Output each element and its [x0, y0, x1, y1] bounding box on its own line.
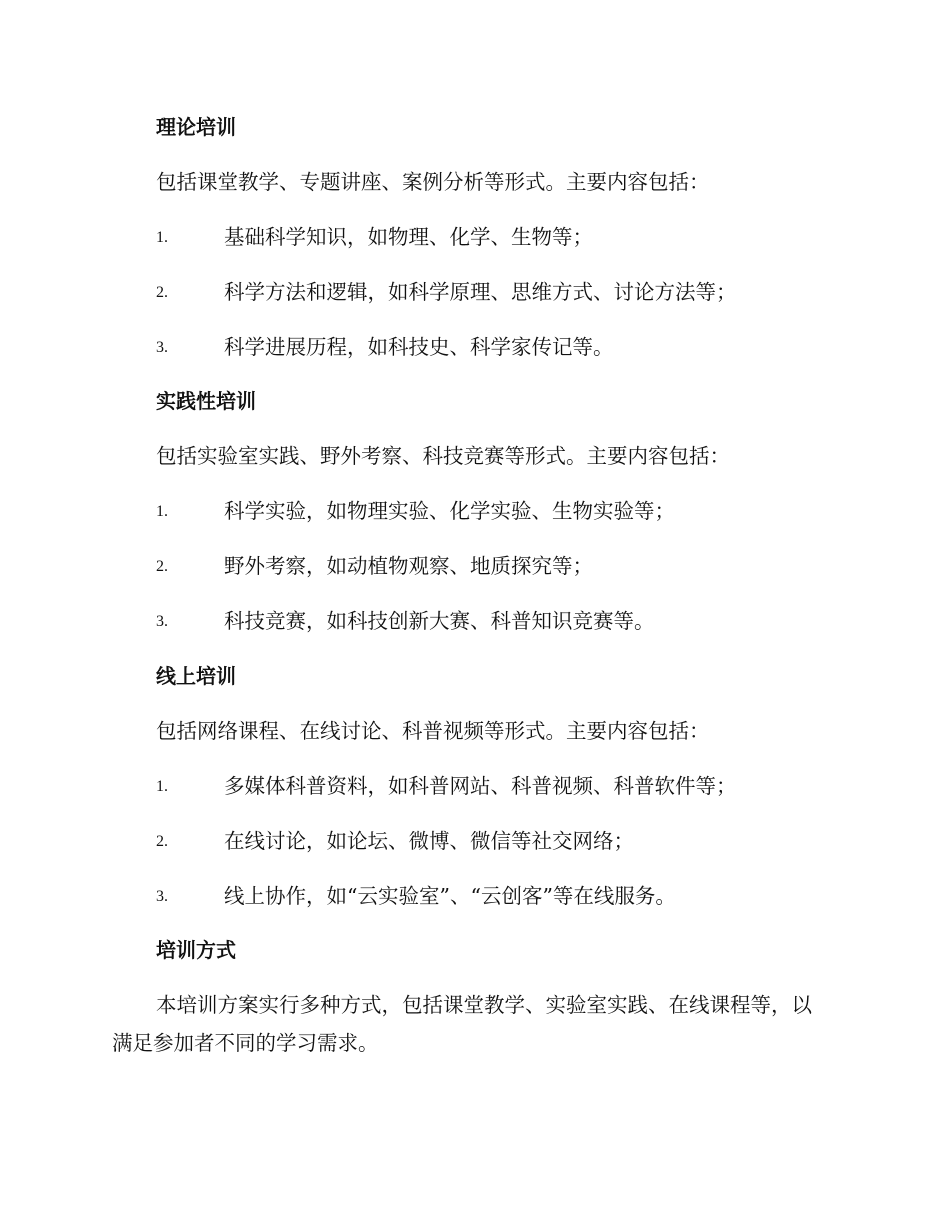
- list-number: 1.: [156, 778, 168, 795]
- list-text: 线上协作，如“云实验室”、“云创客”等在线服务。: [224, 884, 676, 908]
- list-number: 3.: [156, 888, 168, 905]
- method-paragraph: 本培训方案实行多种方式，包括课堂教学、实验室实践、在线课程等，以满足参加者不同的学习需求。: [112, 993, 812, 1055]
- section-heading-theory: 理论培训: [156, 115, 236, 139]
- list-number: 1.: [156, 503, 168, 520]
- list-text: 基础科学知识，如物理、化学、生物等；: [224, 225, 593, 249]
- list-number: 2.: [156, 284, 168, 301]
- list-text: 科学方法和逻辑，如科学原理、思维方式、讨论方法等；: [224, 280, 737, 304]
- list-text: 科技竞赛，如科技创新大赛、科普知识竞赛等。: [224, 609, 655, 633]
- list-number: 3.: [156, 613, 168, 630]
- section-heading-online: 线上培训: [156, 664, 236, 688]
- list-text: 多媒体科普资料，如科普网站、科普视频、科普软件等；: [224, 774, 737, 798]
- list-text: 科学进展历程，如科技史、科学家传记等。: [224, 335, 614, 359]
- list-number: 1.: [156, 229, 168, 246]
- section-intro-practice: 包括实验室实践、野外考察、科技竞赛等形式。主要内容包括：: [156, 444, 730, 468]
- section-heading-method: 培训方式: [156, 938, 236, 962]
- list-text: 在线讨论，如论坛、微博、微信等社交网络；: [224, 829, 634, 853]
- list-number: 2.: [156, 833, 168, 850]
- section-intro-online: 包括网络课程、在线讨论、科普视频等形式。主要内容包括：: [156, 719, 710, 743]
- list-number: 2.: [156, 558, 168, 575]
- list-number: 3.: [156, 339, 168, 356]
- list-text: 科学实验，如物理实验、化学实验、生物实验等；: [224, 499, 675, 523]
- list-text: 野外考察，如动植物观察、地质探究等；: [224, 554, 593, 578]
- section-intro-theory: 包括课堂教学、专题讲座、案例分析等形式。主要内容包括：: [156, 170, 710, 194]
- section-heading-practice: 实践性培训: [156, 389, 256, 413]
